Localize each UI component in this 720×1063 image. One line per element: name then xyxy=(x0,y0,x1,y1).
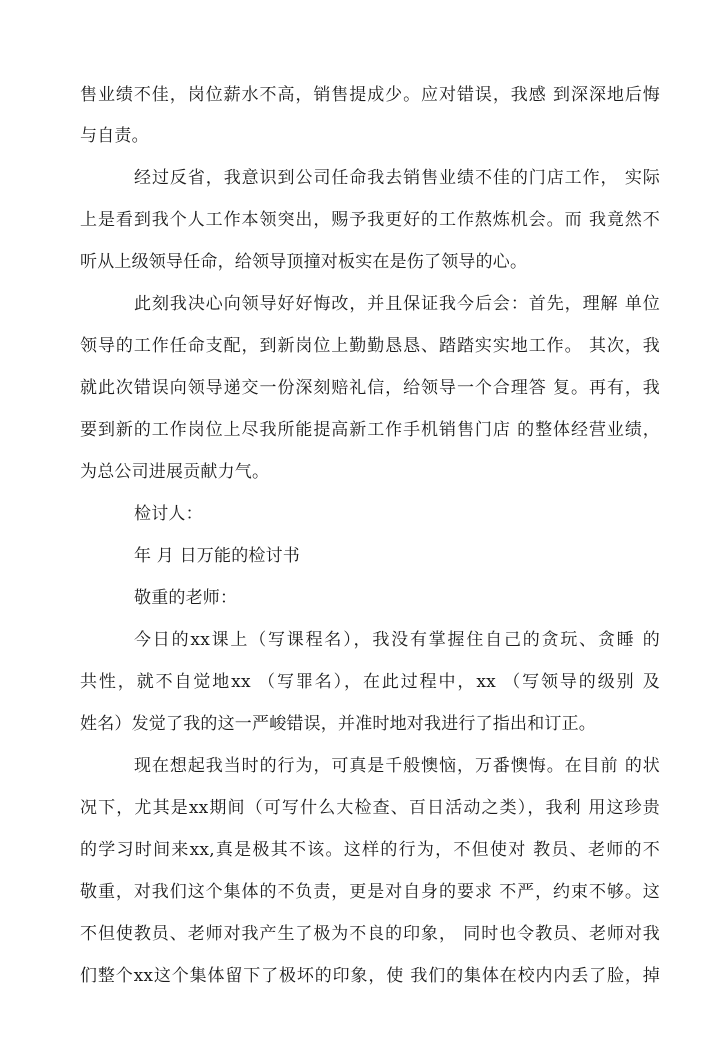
text-line-9: 要到新的工作岗位上尽我所能提高新工作手机销售门店 的整体经营业绩， xyxy=(80,420,660,440)
text-line-5: 听从上级领导任命，给领导顶撞对板实在是伤了领导的心。 xyxy=(80,252,528,272)
text-line-7: 领导的工作任命支配，到新岗位上勤勤恳恳、踏踏实实地工作。 其次，我 xyxy=(80,336,660,356)
text-line-3: 经过反省，我意识到公司任命我去销售业绩不佳的门店工作， 实际 xyxy=(134,168,660,188)
text-line-15: 共性，就不自觉地xx （写罪名），在此过程中，xx （写领导的级别 及 xyxy=(80,672,660,692)
text-line-10: 为总公司进展贡献力气。 xyxy=(80,462,270,482)
text-line-6: 此刻我决心向领导好好悔改，并且保证我今后会：首先，理解 单位 xyxy=(134,294,660,314)
text-line-17: 现在想起我当时的行为，可真是千般懊恼，万番懊悔。在目前 的状 xyxy=(134,756,660,776)
text-line-2: 与自责。 xyxy=(80,126,149,146)
text-line-11: 检讨人： xyxy=(134,504,203,524)
text-line-21: 不但使教员、老师对我产生了极为不良的印象， 同时也令教员、老师对我 xyxy=(80,924,660,944)
text-line-8: 就此次错误向领导递交一份深刻赔礼信，给领导一个合理答 复。再有，我 xyxy=(80,378,660,398)
text-line-20: 敬重，对我们这个集体的不负责，更是对自身的要求 不严，约束不够。这 xyxy=(80,882,660,902)
text-line-12: 年 月 日万能的检讨书 xyxy=(134,546,301,566)
text-line-13: 敬重的老师： xyxy=(134,588,238,608)
text-line-4: 上是看到我个人工作本领突出，赐予我更好的工作熬炼机会。而 我竟然不 xyxy=(80,210,660,230)
text-line-19: 的学习时间来xx,真是极其不该。这样的行为，不但使对 教员、老师的不 xyxy=(80,840,660,860)
text-line-16: 姓名）发觉了我的这一严峻错误，并准时地对我进行了指出和订正。 xyxy=(80,714,596,734)
text-line-22: 们整个xx这个集体留下了极坏的印象，使 我们的集体在校内内丢了脸，掉 xyxy=(80,966,660,986)
text-line-18: 况下，尤其是xx期间（可写什么大检查、百日活动之类），我利 用这珍贵 xyxy=(80,798,660,818)
text-line-14: 今日的xx课上（写课程名），我没有掌握住自己的贪玩、贪睡 的 xyxy=(134,630,660,650)
text-line-1: 售业绩不佳，岗位薪水不高，销售提成少。应对错误，我感 到深深地后悔 xyxy=(80,85,660,105)
